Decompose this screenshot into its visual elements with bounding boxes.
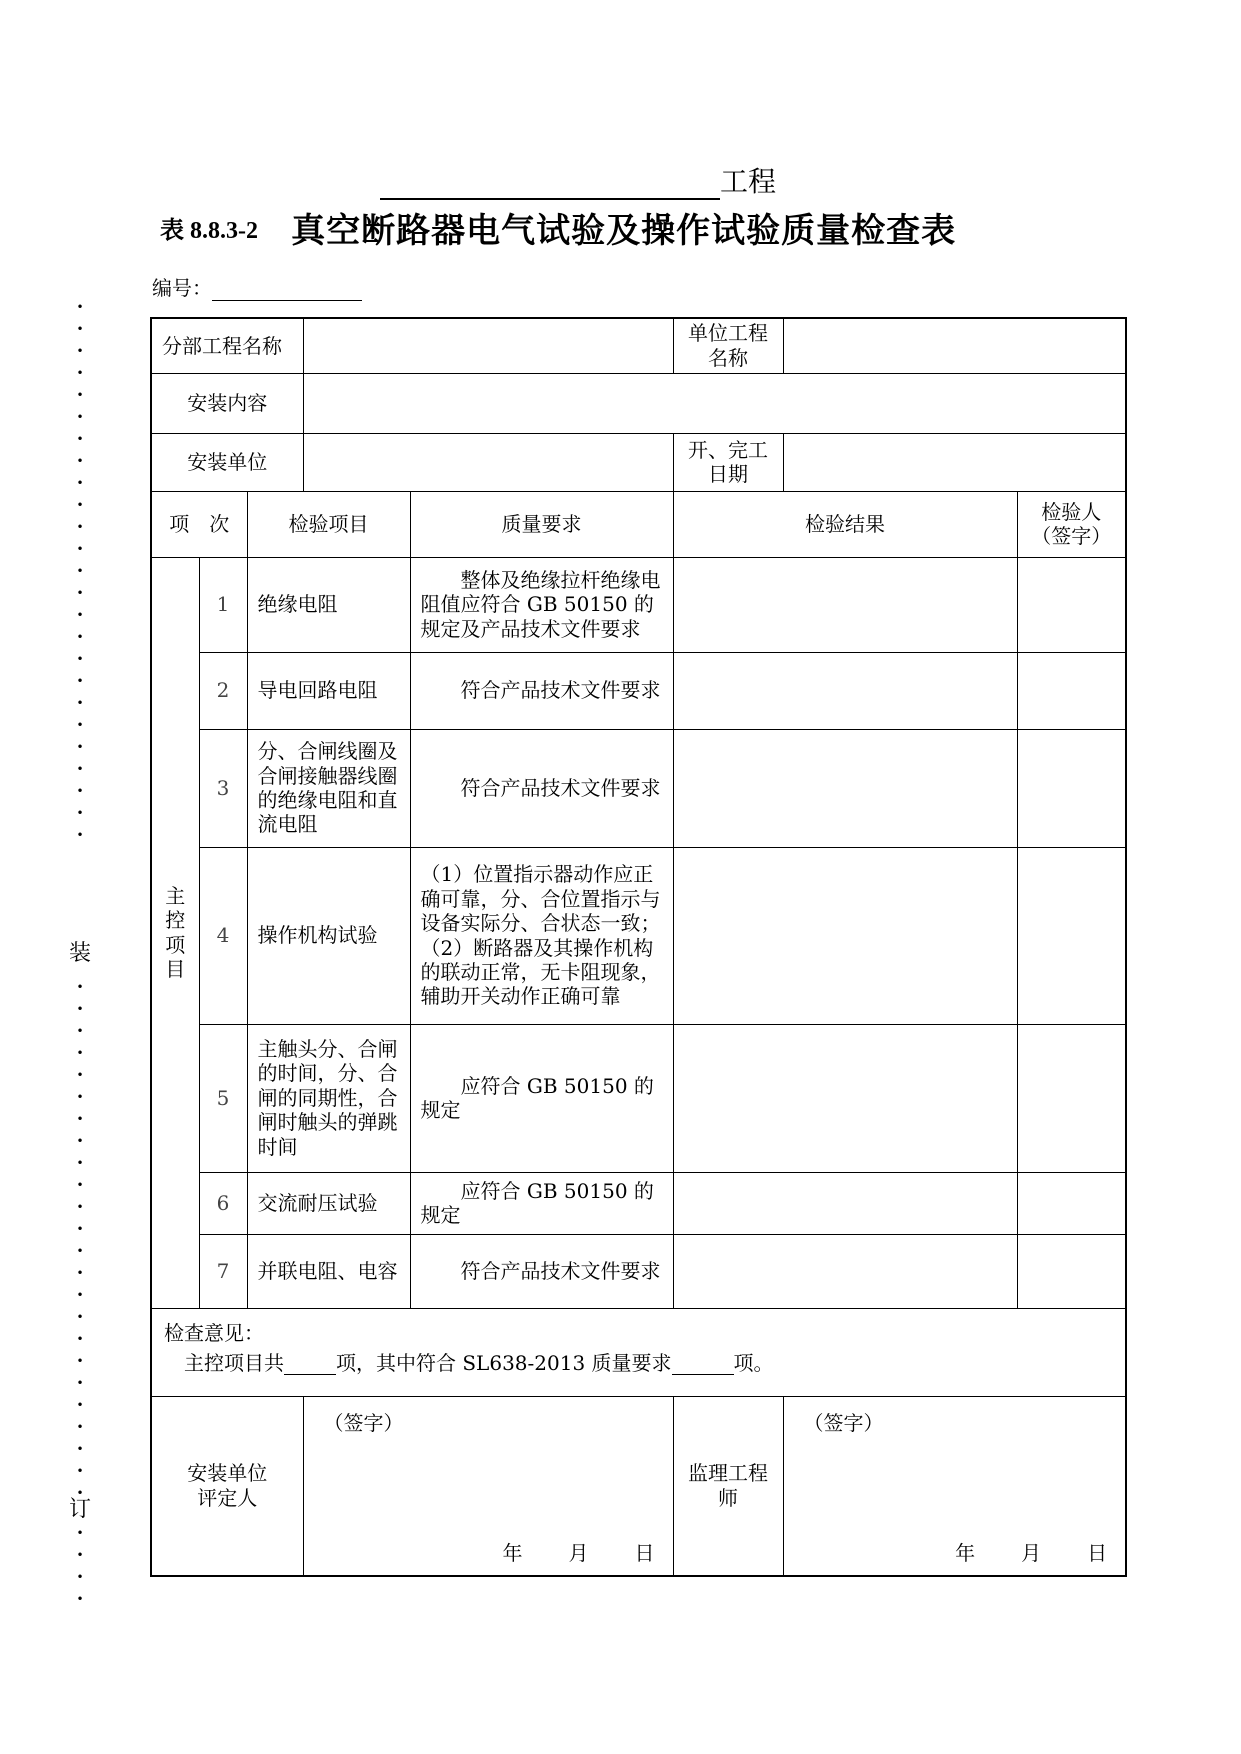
binding-dots-top: • • • • • • • • • • • • • • • • • • • • • • • • • — [76, 300, 84, 842]
row-number: 5 — [199, 1024, 247, 1172]
row-number: 2 — [199, 652, 247, 729]
opinion-part2: 项，其中符合 SL638-2013 质量要求 — [336, 1350, 672, 1375]
row-inspector[interactable] — [1017, 652, 1126, 729]
row-number: 6 — [199, 1172, 247, 1234]
main-control-group-label: 主 控 项 目 — [151, 557, 199, 1308]
project-name-line — [380, 160, 776, 200]
row-quality-req: 应符合 GB 50150 的规定 — [410, 1172, 673, 1234]
table-row — [151, 1024, 1126, 1172]
row-quality-req: 符合产品技术文件要求 — [410, 652, 673, 729]
table-row — [151, 557, 1126, 652]
binding-mark-zhuang: 装 — [68, 941, 91, 966]
page-title: 真空断路器电气试验及操作试验质量检查表 — [291, 211, 957, 251]
install-content-label: 安装内容 — [151, 373, 303, 433]
table-row — [151, 729, 1126, 847]
binding-margin — [68, 296, 92, 1606]
opinion-part1: 主控项目共 — [184, 1350, 284, 1375]
row-check-item: 绝缘电阻 — [247, 557, 410, 652]
row-check-item: 导电回路电阻 — [247, 652, 410, 729]
row-number: 7 — [199, 1234, 247, 1308]
row-result[interactable] — [673, 557, 1017, 652]
col-quality-req: 质量要求 — [410, 491, 673, 557]
qualified-count-blank[interactable] — [672, 1356, 734, 1375]
row-number: 1 — [199, 557, 247, 652]
table-row — [151, 652, 1126, 729]
number-line — [152, 272, 362, 301]
row-inspector[interactable] — [1017, 1024, 1126, 1172]
signoff-row — [151, 1396, 1126, 1576]
date-label: 开、完工日期 — [673, 433, 783, 491]
table-row — [151, 1172, 1126, 1234]
col-inspector-line1: 检验人 — [1041, 499, 1102, 524]
opinion-row — [151, 1308, 1126, 1396]
install-content-value[interactable] — [303, 373, 1126, 433]
sign-date: 年 月 日 — [955, 1540, 1108, 1565]
title-row — [160, 203, 956, 252]
main-item-count-blank[interactable] — [284, 1356, 336, 1375]
opinion-part3: 项。 — [733, 1350, 774, 1375]
binding-dots-bottom: • • • • — [76, 1526, 84, 1606]
binding-dots-middle: • • • • • • • • • • • • • • • • • • • • • • • • — [76, 980, 84, 1500]
row-result[interactable] — [673, 729, 1017, 847]
row-quality-req: 整体及绝缘拉杆绝缘电阻值应符合 GB 50150 的规定及产品技术文件要求 — [410, 557, 673, 652]
row-inspector[interactable] — [1017, 847, 1126, 1024]
sign-date: 年 月 日 — [502, 1540, 655, 1565]
table-number: 表 8.8.3-2 — [160, 218, 258, 244]
col-item-no: 项 次 — [151, 491, 247, 557]
opinion-summary — [164, 1351, 1113, 1375]
sign-label: （签字） — [323, 1410, 404, 1435]
row-number: 3 — [199, 729, 247, 847]
row-check-item: 分、合闸线圈及合闸接触器线圈的绝缘电阻和直流电阻 — [247, 729, 410, 847]
binding-mark-ding: 订 — [68, 1497, 91, 1522]
row-quality-req-part2: （2）断路器及其操作机构的联动正常，无卡阻现象，辅助开关动作正确可靠 — [420, 935, 661, 1009]
row-inspector[interactable] — [1017, 1172, 1126, 1234]
sign-label: （签字） — [803, 1410, 884, 1435]
install-evaluator-label: 安装单位 评定人 — [151, 1396, 303, 1576]
quality-check-table — [150, 317, 1127, 1577]
info-row-3 — [151, 433, 1126, 491]
row-inspector[interactable] — [1017, 1234, 1126, 1308]
project-name-blank[interactable] — [380, 168, 720, 200]
project-suffix: 工程 — [720, 165, 777, 198]
table-row — [151, 847, 1126, 1024]
row-quality-req — [410, 847, 673, 1024]
row-check-item: 交流耐压试验 — [247, 1172, 410, 1234]
unit-project-value[interactable] — [783, 318, 1126, 373]
table-row — [151, 1234, 1126, 1308]
col-result: 检验结果 — [673, 491, 1017, 557]
row-result[interactable] — [673, 1172, 1017, 1234]
row-quality-req-part1: （1）位置指示器动作应正确可靠，分、合位置指示与设备实际分、合状态一致； — [420, 862, 661, 936]
row-result[interactable] — [673, 847, 1017, 1024]
install-unit-label: 安装单位 — [151, 433, 303, 491]
row-inspector[interactable] — [1017, 729, 1126, 847]
col-check-item: 检验项目 — [247, 491, 410, 557]
check-opinion — [151, 1308, 1126, 1396]
row-result[interactable] — [673, 1234, 1017, 1308]
row-quality-req: 应符合 GB 50150 的规定 — [410, 1024, 673, 1172]
row-check-item: 主触头分、合闸的时间，分、合闸的同期性，合闸时触头的弹跳时间 — [247, 1024, 410, 1172]
unit-project-label: 单位工程名称 — [673, 318, 783, 373]
supervisor-label: 监理工程师 — [673, 1396, 783, 1576]
row-quality-req: 符合产品技术文件要求 — [410, 1234, 673, 1308]
row-number: 4 — [199, 847, 247, 1024]
opinion-label: 检查意见： — [164, 1320, 264, 1345]
col-inspector-line2: （签字） — [1031, 524, 1112, 548]
row-result[interactable] — [673, 652, 1017, 729]
col-inspector — [1017, 491, 1126, 557]
row-check-item: 并联电阻、电容 — [247, 1234, 410, 1308]
row-inspector[interactable] — [1017, 557, 1126, 652]
install-evaluator-sign[interactable] — [303, 1396, 673, 1576]
number-label: 编号： — [152, 276, 212, 300]
number-blank[interactable] — [212, 280, 362, 301]
row-result[interactable] — [673, 1024, 1017, 1172]
sub-project-label: 分部工程名称 — [151, 318, 303, 373]
column-header-row — [151, 491, 1126, 557]
row-quality-req: 符合产品技术文件要求 — [410, 729, 673, 847]
sub-project-value[interactable] — [303, 318, 673, 373]
date-value[interactable] — [783, 433, 1126, 491]
info-row-2 — [151, 373, 1126, 433]
info-row-1 — [151, 318, 1126, 373]
install-unit-value[interactable] — [303, 433, 673, 491]
supervisor-sign[interactable] — [783, 1396, 1126, 1576]
row-check-item: 操作机构试验 — [247, 847, 410, 1024]
